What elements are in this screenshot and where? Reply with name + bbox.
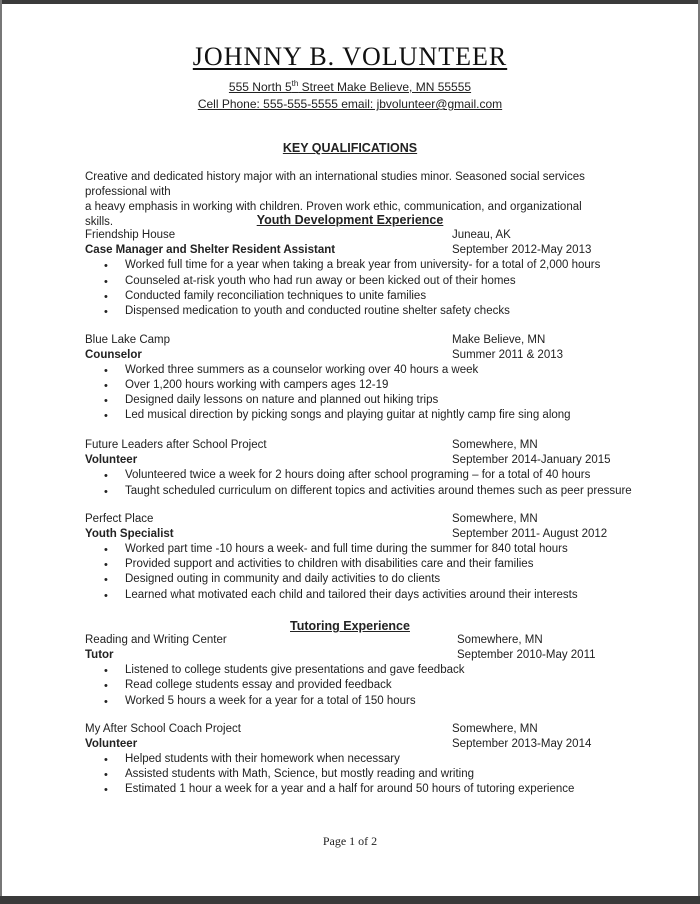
job-bullet: Listened to college students give presentations and gave feedback	[125, 664, 465, 676]
job-dates: September 2011- August 2012	[452, 528, 608, 540]
job-bullet: Led musical direction by picking songs and playing guitar at nightly camp fire sing along	[125, 409, 571, 421]
job-bullet: Volunteered twice a week for 2 hours doing after school programing – for a total of 40 hours	[125, 469, 591, 481]
address-part: 555 North 5	[228, 80, 292, 94]
bullet-glyph: •	[104, 665, 108, 677]
job-bullet: Counseled at-risk youth who had run away or been kicked out of their homes	[125, 275, 516, 287]
bullet-glyph: •	[104, 574, 108, 586]
job-org: Blue Lake Camp	[85, 334, 171, 346]
bullet-glyph: •	[104, 784, 108, 796]
qualifications-line: Creative and dedicated history major with an international studies minor. Seasoned social services professional with	[85, 171, 585, 198]
resume-name: JOHNNY B. VOLUNTEER	[192, 42, 508, 71]
job-location: Somewhere, MN	[452, 723, 538, 735]
bullet-glyph: •	[104, 754, 108, 766]
bullet-glyph: •	[104, 276, 108, 288]
job-bullet: Dispensed medication to youth and conducted routine shelter safety checks	[125, 305, 510, 317]
job-dates: September 2012-May 2013	[452, 244, 592, 256]
job-role: Volunteer	[85, 454, 138, 466]
tutoring-section-heading: Tutoring Experience	[290, 619, 410, 633]
bullet-glyph: •	[104, 544, 108, 556]
youth-section-heading: Youth Development Experience	[256, 213, 444, 227]
job-bullet: Provided support and activities to children with disabilities care and their families	[125, 558, 534, 570]
job-dates: September 2013-May 2014	[452, 738, 592, 750]
bottom-border	[0, 896, 700, 904]
job-dates: September 2014-January 2015	[452, 454, 611, 466]
job-role: Case Manager and Shelter Resident Assistant	[85, 244, 336, 256]
job-bullet: Designed daily lessons on nature and planned out hiking trips	[125, 394, 439, 406]
job-location: Make Believe, MN	[452, 334, 546, 346]
job-location: Somewhere, MN	[457, 634, 543, 646]
bullet-glyph: •	[104, 260, 108, 272]
qualifications-line: a heavy emphasis in working with children. Proven work ethic, communication, and organizational skills.	[85, 201, 582, 228]
job-bullet: Over 1,200 hours working with campers ages 12-19	[125, 379, 389, 391]
job-location: Somewhere, MN	[452, 513, 538, 525]
job-role: Tutor	[85, 649, 114, 661]
bullet-glyph: •	[104, 395, 108, 407]
qualifications-heading: KEY QUALIFICATIONS	[282, 141, 418, 155]
job-location: Juneau, AK	[452, 229, 511, 241]
job-org: Perfect Place	[85, 513, 154, 525]
bullet-glyph: •	[104, 380, 108, 392]
bullet-glyph: •	[104, 365, 108, 377]
job-dates: September 2010-May 2011	[457, 649, 596, 661]
bullet-glyph: •	[104, 291, 108, 303]
job-bullet: Worked full time for a year when taking a break year from university- for a total of 2,000 hours	[125, 259, 601, 271]
bullet-glyph: •	[104, 680, 108, 692]
job-role: Volunteer	[85, 738, 138, 750]
bullet-glyph: •	[104, 696, 108, 708]
page-number: Page 1 of 2	[322, 834, 378, 848]
job-bullet: Assisted students with Math, Science, but mostly reading and writing	[125, 768, 475, 780]
job-org: Friendship House	[85, 229, 176, 241]
bullet-glyph: •	[104, 410, 108, 422]
bullet-glyph: •	[104, 486, 108, 498]
address-sup: th	[291, 79, 299, 88]
job-bullet: Worked 5 hours a week for a year for a total of 150 hours	[125, 695, 416, 707]
address-line	[0, 80, 700, 94]
job-role: Youth Specialist	[85, 528, 174, 540]
job-bullet: Designed outing in community and daily activities to do clients	[125, 573, 441, 585]
bullet-glyph: •	[104, 470, 108, 482]
bullet-glyph: •	[104, 559, 108, 571]
job-bullet: Estimated 1 hour a week for a year and a half for around 50 hours of tutoring experience	[125, 783, 575, 795]
job-bullet: Read college students essay and provided feedback	[125, 679, 392, 691]
top-border	[0, 0, 700, 4]
job-bullet: Taught scheduled curriculum on different topics and activities around themes such as peer pressure	[125, 485, 632, 497]
left-border	[0, 0, 2, 904]
address-part: Street Make Believe, MN 55555	[298, 80, 472, 94]
job-dates: Summer 2011 & 2013	[452, 349, 564, 361]
bullet-glyph: •	[104, 590, 108, 602]
job-org: My After School Coach Project	[85, 723, 241, 735]
job-bullet: Worked three summers as a counselor working over 40 hours a week	[125, 364, 479, 376]
contact-line: Cell Phone: 555-555-5555 email: jbvolunteer@gmail.com	[197, 97, 503, 111]
job-bullet: Learned what motivated each child and tailored their days activities around their interests	[125, 589, 578, 601]
job-bullet: Worked part time -10 hours a week- and full time during the summer for 840 total hours	[125, 543, 568, 555]
job-org: Future Leaders after School Project	[85, 439, 267, 451]
job-role: Counselor	[85, 349, 142, 361]
job-location: Somewhere, MN	[452, 439, 538, 451]
job-bullet: Conducted family reconciliation techniques to unite families	[125, 290, 427, 302]
job-bullet: Helped students with their homework when necessary	[125, 753, 400, 765]
job-org: Reading and Writing Center	[85, 634, 227, 646]
bullet-glyph: •	[104, 769, 108, 781]
bullet-glyph: •	[104, 306, 108, 318]
